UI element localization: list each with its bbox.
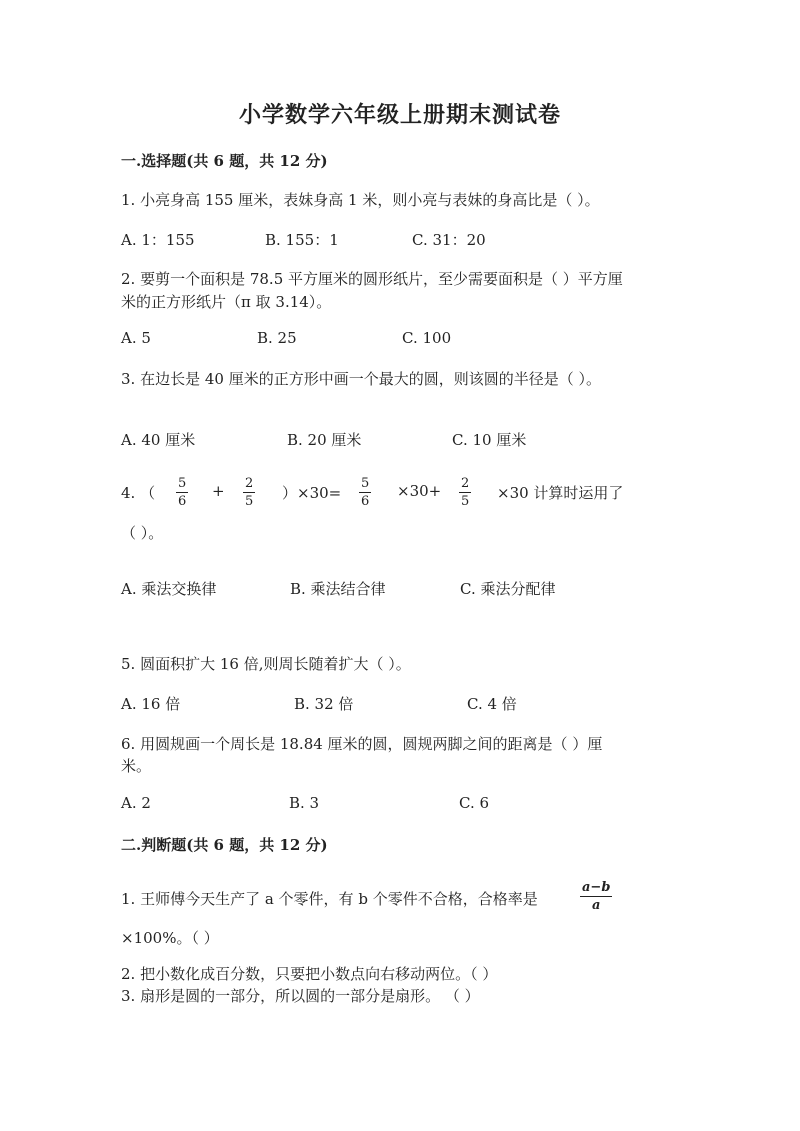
section-heading-choice: 一.选择题(共 6 题，共 12 分): [121, 152, 328, 170]
fraction-denominator: 5: [245, 494, 254, 509]
judge-1-text-line2: ×100%。（ ）: [121, 929, 219, 947]
question-1-option-c: C. 31：20: [412, 231, 486, 249]
question-6-text-line2: 米。: [121, 757, 152, 775]
question-4-text-line2: （ ）。: [121, 524, 164, 542]
question-4-plus: +: [212, 482, 225, 500]
question-2-option-a: A. 5: [121, 329, 151, 347]
question-3-option-b: B. 20 厘米: [287, 431, 362, 449]
question-5-option-c: C. 4 倍: [467, 695, 517, 713]
fraction-numerator: 2: [461, 476, 470, 491]
question-5-text: 5. 圆面积扩大 16 倍,则周长随着扩大（ ）。: [121, 655, 411, 673]
page-title: 小学数学六年级上册期末测试卷: [238, 102, 561, 128]
question-4-fraction-1: [176, 476, 188, 509]
question-1-text: 1. 小亮身高 155 厘米，表妹身高 1 米，则小亮与表妹的身高比是（ ）。: [121, 191, 600, 209]
question-1-option-a: A. 1：155: [121, 231, 195, 249]
question-4-mid2: ×30+: [397, 482, 442, 500]
question-4-mid1: ）×30=: [282, 484, 342, 502]
question-3-option-a: A. 40 厘米: [121, 431, 196, 449]
judge-2-text: 2. 把小数化成百分数，只要把小数点向右移动两位。（ ）: [121, 965, 498, 983]
question-6-option-b: B. 3: [289, 794, 320, 812]
question-4-fraction-2: [243, 476, 255, 509]
fraction-numerator: 2: [245, 476, 254, 491]
question-3-text: 3. 在边长是 40 厘米的正方形中画一个最大的圆，则该圆的半径是（ ）。: [121, 370, 601, 388]
question-4-fraction-4: [459, 476, 471, 509]
section-heading-true-false: 二.判断题(共 6 题，共 12 分): [121, 836, 328, 854]
fraction-denominator: 6: [361, 494, 370, 509]
fraction-denominator: 6: [178, 494, 187, 509]
question-4-prefix: 4. （: [121, 484, 156, 502]
question-2-option-b: B. 25: [257, 329, 297, 347]
question-5-option-a: A. 16 倍: [121, 695, 181, 713]
question-6-option-a: A. 2: [121, 794, 151, 812]
fraction-numerator: 5: [178, 476, 187, 491]
fraction-denominator: a: [591, 898, 601, 913]
question-3-option-c: C. 10 厘米: [452, 431, 527, 449]
question-2-text-line2: 米的正方形纸片（π 取 3.14）。: [121, 293, 332, 311]
question-2-option-c: C. 100: [402, 329, 452, 347]
judge-1-fraction: [580, 880, 612, 913]
question-1-option-b: B. 155：1: [265, 231, 339, 249]
fraction-denominator: 5: [461, 494, 470, 509]
judge-3-text: 3. 扇形是圆的一部分，所以圆的一部分是扇形。 （ ）: [121, 987, 480, 1005]
question-5-option-b: B. 32 倍: [294, 695, 354, 713]
fraction-numerator: a−b: [582, 880, 611, 895]
question-6-text-line1: 6. 用圆规画一个周长是 18.84 厘米的圆，圆规两脚之间的距离是（ ）厘: [121, 735, 603, 753]
question-4-fraction-3: [359, 476, 371, 509]
question-4-suffix: ×30 计算时运用了: [497, 484, 624, 502]
question-4-option-a: A. 乘法交换律: [121, 580, 217, 598]
question-4-option-c: C. 乘法分配律: [460, 580, 556, 598]
question-4-option-b: B. 乘法结合律: [290, 580, 386, 598]
judge-1-text: 1. 王师傅今天生产了 a 个零件，有 b 个零件不合格，合格率是: [121, 890, 538, 908]
question-2-text-line1: 2. 要剪一个面积是 78.5 平方厘米的圆形纸片，至少需要面积是（ ）平方厘: [121, 270, 623, 288]
fraction-numerator: 5: [361, 476, 370, 491]
question-6-option-c: C. 6: [459, 794, 490, 812]
